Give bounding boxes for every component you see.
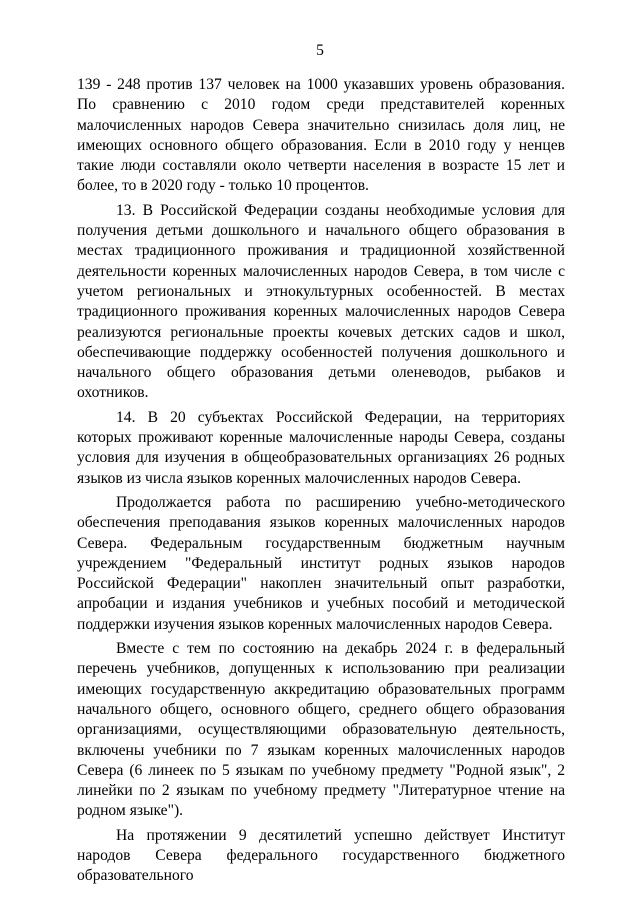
paragraph-education-statistics: 139 - 248 против 137 человек на 1000 указавших уровень образования. По сравнению с 2010 годом среди представителей коренных малочисленных народов Севера значительно снизилась доля лиц, не имеющих основного общего образования. Если в 2010 году у ненцев такие люди составляли около четверти населения в возрасте 15 лет и более, то в 2020 году - только 10 процентов. [77, 76, 565, 195]
page-number: 5 [316, 42, 324, 59]
document-body [77, 75, 565, 887]
paragraph-methodological-support: Продолжается работа по расширению учебно-методического обеспечения преподавания языков коренных малочисленных народов Севера. Федеральным государственным бюджетным научным учреждением "Федеральный институт родных языков народов Российской Федерации" накоплен значительный опыт разработки, апробации и издания учебников и учебных пособий и методической поддержки изучения языков коренных малочисленных народов Севера. [77, 493, 565, 633]
paragraph-textbook-list: Вместе с тем по состоянию на декабрь 2024 г. в федеральный перечень учебников, допущенных к использованию при реализации имеющих государственную аккредитацию образовательных программ начального общего, основного общего, среднего общего образования организациями, осуществляющими образовательную деятельность, включены учебники по 7 языкам коренных малочисленных народов Севера (6 линеек по 5 языкам по учебному предмету "Родной язык", 2 линейки по 2 языкам по учебному предмету "Литературное чтение на родном языке"). [77, 640, 565, 820]
paragraph-14-native-languages: 14. В 20 субъектах Российской Федерации, на территориях которых проживают коренные малочисленные народы Севера, созданы условия для изучения в общеобразовательных организациях 26 родных языков из числа языков коренных малочисленных народов Севера. [77, 408, 565, 487]
paragraph-13-preschool-conditions: 13. В Российской Федерации созданы необходимые условия для получения детьми дошкольного и начального общего образования в местах традиционного проживания и традиционной хозяйственной деятельности коренных малочисленных народов Севера, в том числе с учетом региональных и этнокультурных особенностей. В местах традиционного проживания коренных малочисленных народов Севера реализуются региональные проекты кочевых детских садов и школ, обеспечивающие поддержку особенностей получения дошкольного и начального общего образования детьми оленеводов, рыбаков и охотников. [77, 201, 565, 402]
paragraph-institute-of-north: На протяжении 9 десятилетий успешно действует Институт народов Севера федерального государственного бюджетного образовательного [77, 826, 565, 885]
